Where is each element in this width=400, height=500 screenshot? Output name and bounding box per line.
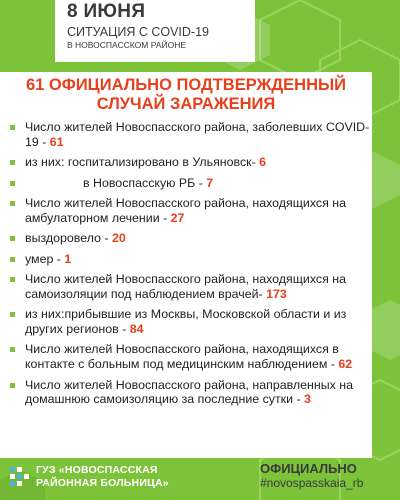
header-subtitle: СИТУАЦИЯ С COVID-19: [67, 25, 209, 39]
official-label: ОФИЦИАЛЬНО: [260, 461, 357, 476]
org-name-line1: ГУЗ «НОВОСПАССКАЯ: [36, 464, 158, 476]
hospital-logo: [8, 461, 208, 497]
org-name-line2: РАЙОННАЯ БОЛЬНИЦА»: [36, 476, 169, 489]
report-date: 8 ИЮНЯ: [67, 1, 146, 22]
bullet-icon: [10, 160, 15, 165]
stat-value: 6: [259, 155, 267, 170]
hashtag: #novospasskaia_rb: [260, 476, 364, 490]
list-item: умер - 1: [10, 252, 372, 267]
main-title-line1: 61 ОФИЦИАЛЬНО ПОДТВЕРЖДЕННЫЙ: [25, 76, 347, 94]
header-region: В НОВОСПАССКОМ РАЙОНЕ: [67, 40, 186, 50]
bullet-icon: [10, 125, 15, 130]
list-item: Число жителей Новоспасского района, заболевших COVID-19 - 61: [10, 120, 372, 150]
bullet-icon: [10, 257, 15, 262]
hospital-logo-icon: [8, 465, 32, 493]
statistics-card: [0, 72, 372, 458]
list-item: Число жителей Новоспасского района, находящихся в контакте с больным под медицинским наблюдением - 62: [10, 342, 372, 372]
statistics-list: [10, 120, 372, 413]
official-tag: [260, 461, 396, 491]
bullet-icon: [10, 201, 15, 206]
stat-value: 62: [338, 357, 353, 372]
stat-value: 20: [112, 231, 126, 246]
list-item: из них:прибывшие из Москвы, Московской области и из других регионов - 84: [10, 307, 372, 337]
stat-value: 3: [304, 392, 311, 407]
main-title-line2: СЛУЧАЙ ЗАРАЖЕНИЯ: [96, 95, 276, 113]
list-item: Число жителей Новоспасского района, находящихся на самоизоляции под наблюдением врачей- 173: [10, 272, 372, 302]
list-item: из них: госпитализировано в Ульяновск- 6: [10, 155, 372, 170]
stat-value: 173: [266, 286, 287, 301]
bullet-icon: [10, 383, 15, 388]
list-item: в Новоспасскую РБ - 7: [10, 176, 372, 191]
stat-value: 7: [206, 175, 214, 190]
list-item: выздоровело - 20: [10, 231, 372, 246]
stat-value: 61: [49, 134, 64, 149]
list-item: Число жителей Новоспасского района, находящихся на амбулаторном лечении - 27: [10, 196, 372, 226]
stat-value: 1: [64, 251, 72, 266]
bullet-icon: [10, 277, 15, 282]
stat-value: 27: [170, 210, 185, 225]
list-item: Число жителей Новоспасского района, направленных на домашнюю самоизоляцию за последние сутки - 3: [10, 378, 372, 408]
main-title: [0, 76, 372, 114]
bullet-icon: [10, 181, 15, 186]
bullet-icon: [10, 347, 15, 352]
stat-value: 84: [129, 321, 144, 336]
bullet-icon: [10, 312, 15, 317]
header-card: [55, 0, 255, 62]
bullet-icon: [10, 236, 15, 241]
